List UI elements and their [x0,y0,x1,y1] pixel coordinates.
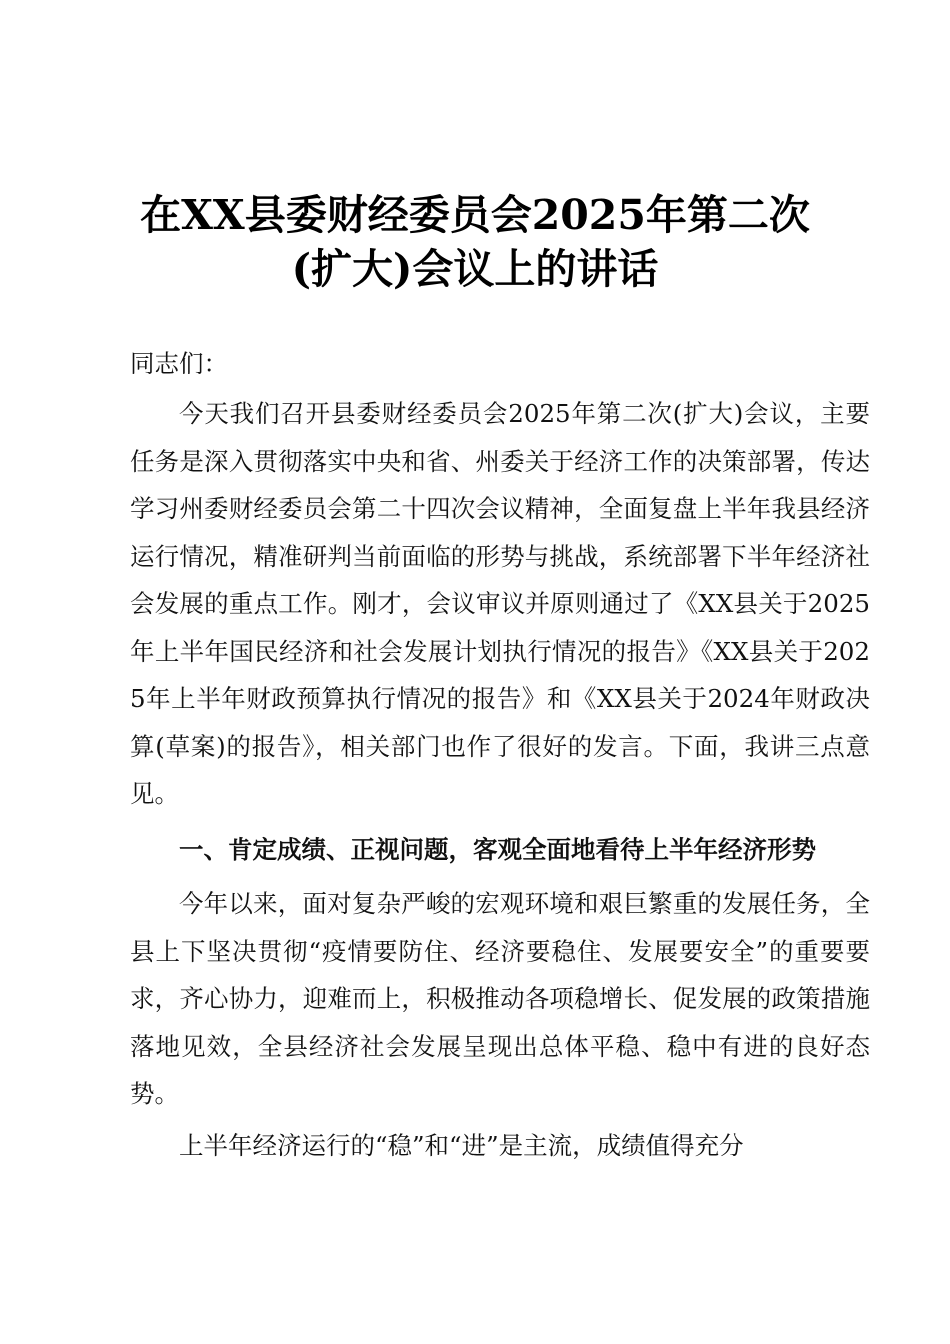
paragraph-opening: 今天我们召开县委财经委员会2025年第二次(扩大)会议，主要任务是深入贯彻落实中央和省、州委关于经济工作的决策部署，传达学习州委财经委员会第二十四次会议精神，全面复盘上半年我县经济运行情况，精准研判当前面临的形势与挑战，系统部署下半年经济社会发展的重点工作。刚才，会议审议并原则通过了《XX县关于2025年上半年国民经济和社会发展计划执行情况的报告》《XX县关于2025年上半年财政预算执行情况的报告》和《XX县关于2024年财政决算(草案)的报告》，相关部门也作了很好的发言。下面，我讲三点意见。 [130,399,870,808]
salutation: 同志们： [130,349,228,378]
paragraph-section-1-continued: 上半年经济运行的“稳”和“进”是主流，成绩值得充分 [179,1131,744,1160]
section-heading-1: 一、肯定成绩、正视问题，客观全面地看待上半年经济形势 [179,835,816,864]
paragraph-section-1-intro: 今年以来，面对复杂严峻的宏观环境和艰巨繁重的发展任务，全县上下坚决贯彻“疫情要防住、经济要稳住、发展要安全”的重要要求，齐心协力，迎难而上，积极推动各项稳增长、促发展的政策措施落地见效，全县经济社会发展呈现出总体平稳、稳中有进的良好态势。 [130,889,870,1108]
document-title-line-1: 在XX县委财经委员会2025年第二次 [140,191,810,239]
document-title-line-2: (扩大)会议上的讲话 [291,245,659,293]
